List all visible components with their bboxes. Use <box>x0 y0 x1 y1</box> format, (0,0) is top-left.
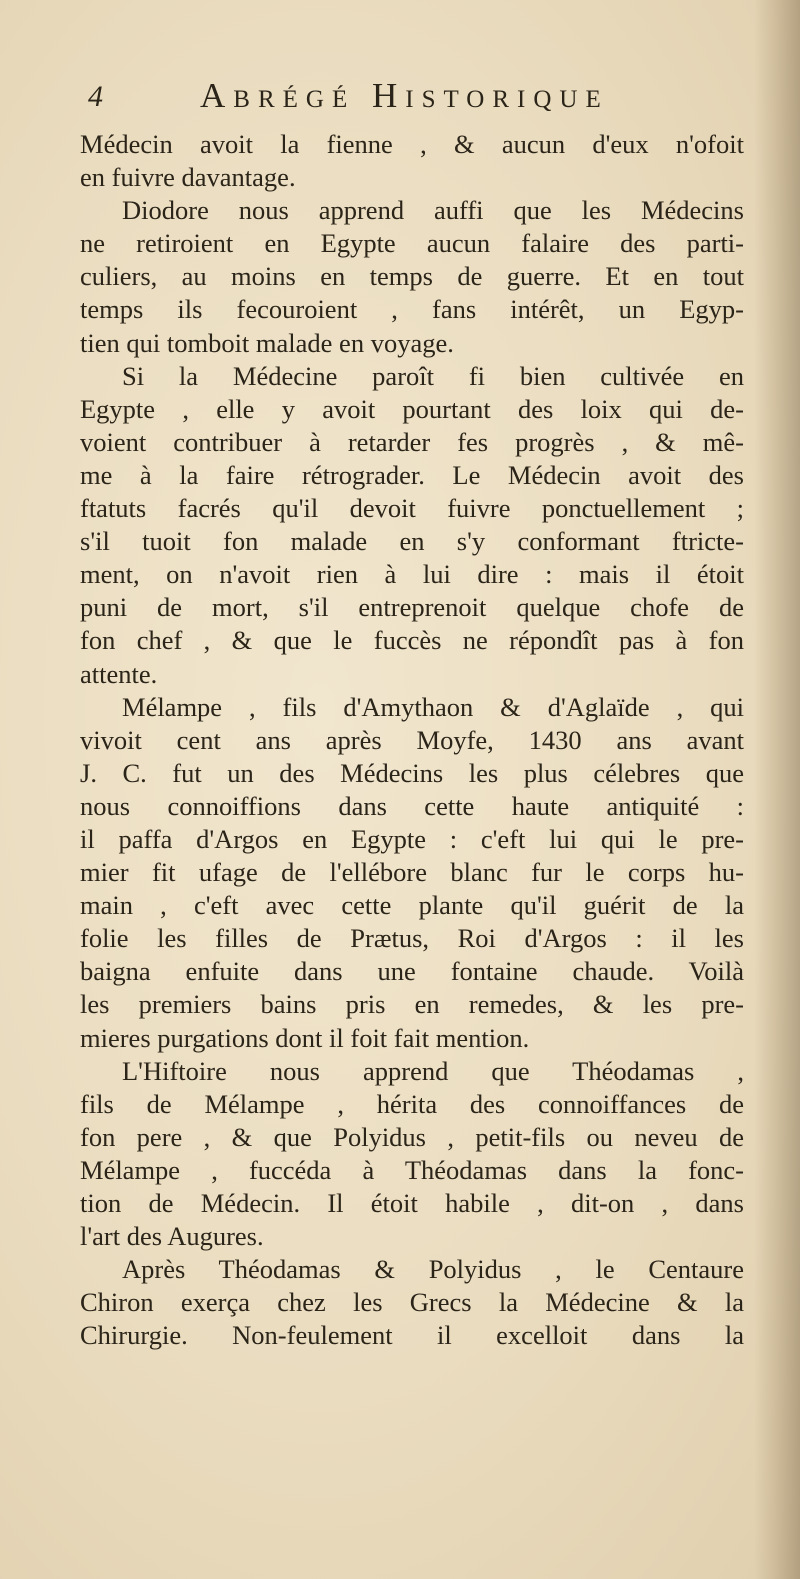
text-line: tion de Médecin. Il étoit habile , dit-on , dans <box>80 1188 744 1218</box>
text-line: fon chef , & que le fuccès ne répondît pas à fon <box>80 625 744 656</box>
text-line: Mélampe , fils d'Amythaon & d'Aglaïde , qui <box>122 691 744 722</box>
text-line: ftatuts facrés qu'il devoit fuivre ponctuellement ; <box>80 493 744 524</box>
text-line: il paffa d'Argos en Egypte : c'eft lui qui le pre- <box>80 823 744 854</box>
text-line: tien qui tomboit malade en voyage. <box>80 327 454 358</box>
text-line: Chirurgie. Non-feulement il excelloit dans la <box>80 1320 744 1351</box>
text-line: en fuivre davantage. <box>80 162 296 193</box>
text-line: nous connoiffions dans cette haute antiquité : <box>80 790 744 821</box>
text-line: voient contribuer à retarder fes progrès , & mê- <box>80 426 744 457</box>
text-line: J. C. fut un des Médecins les plus célebres que <box>80 757 744 788</box>
text-line: Egypte , elle y avoit pourtant des loix qui de- <box>80 393 744 424</box>
text-line: attente. <box>80 658 158 689</box>
text-line: folie les filles de Prætus, Roi d'Argos : il les <box>80 923 744 954</box>
running-head <box>88 76 748 126</box>
text-line: mier fit ufage de l'ellébore blanc fur le corps hu- <box>80 857 744 888</box>
text-line: me à la faire rétrograder. Le Médecin avoit des <box>80 459 744 490</box>
text-line: main , c'eft avec cette plante qu'il guérit de la <box>80 890 744 921</box>
text-line: mieres purgations dont il foit fait mention. <box>80 1022 530 1053</box>
text-line: s'il tuoit fon malade en s'y conformant ftricte- <box>80 526 744 557</box>
text-line: Mélampe , fuccéda à Théodamas dans la fonc- <box>80 1154 744 1185</box>
text-line: fon pere , & que Polyidus , petit-fils ou neveu de <box>80 1121 744 1152</box>
text-line: Chiron exerça chez les Grecs la Médecine & la <box>80 1287 744 1318</box>
text-line: temps ils fecouroient , fans intérêt, un Egyp- <box>80 294 744 325</box>
text-line: vivoit cent ans après Moyfe, 1430 ans avant <box>80 724 744 755</box>
text-line: baigna enfuite dans une fontaine chaude. Voilà <box>80 956 744 987</box>
text-line: ne retiroient en Egypte aucun falaire des parti- <box>80 228 744 259</box>
text-line: L'Hiftoire nous apprend que Théodamas , <box>122 1055 744 1086</box>
running-head-title: Abrégé Historique <box>200 76 609 115</box>
text-line: puni de mort, s'il entreprenoit quelque chofe de <box>80 592 744 623</box>
text-line: fils de Mélampe , hérita des connoiffances de <box>80 1088 744 1119</box>
body-text <box>80 128 744 1352</box>
text-line: les premiers bains pris en remedes, & les pre- <box>80 989 744 1020</box>
text-line: Médecin avoit la fienne , & aucun d'eux n'ofoit <box>80 129 744 159</box>
page-gutter-shadow <box>754 0 800 1579</box>
text-line: Si la Médecine paroît fi bien cultivée en <box>122 360 744 391</box>
text-line: l'art des Augures. <box>80 1221 264 1252</box>
text-line: Diodore nous apprend auffi que les Médecins <box>122 195 744 226</box>
text-line: Après Théodamas & Polyidus , le Centaure <box>122 1254 744 1285</box>
page-number: 4 <box>88 80 103 113</box>
text-line: ment, on n'avoit rien à lui dire : mais il étoit <box>80 559 744 590</box>
text-line: culiers, au moins en temps de guerre. Et en tout <box>80 261 744 292</box>
